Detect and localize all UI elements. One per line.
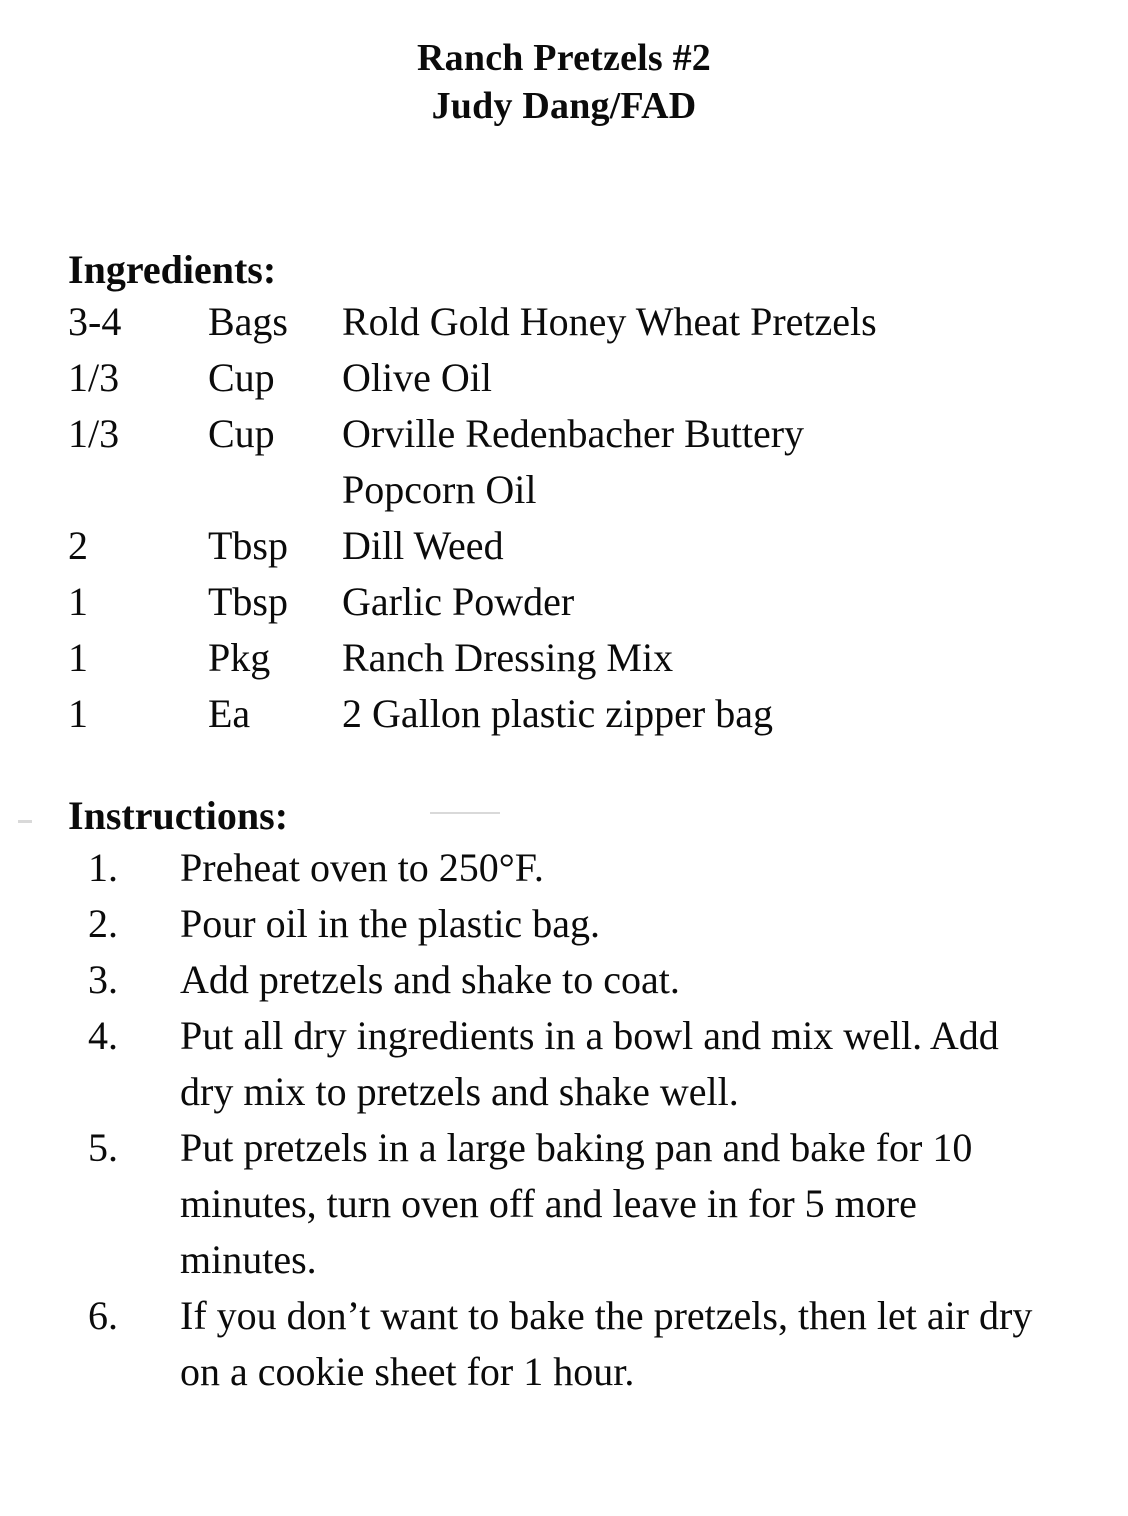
scan-speck <box>430 812 500 814</box>
instruction-row <box>60 896 1068 952</box>
ingredient-unit: Ea <box>208 691 251 736</box>
ingredients-section <box>60 248 1068 742</box>
ingredient-name: Rold Gold Honey Wheat Pretzels <box>342 299 877 344</box>
ingredient-name-line1: Orville Redenbacher Buttery <box>342 411 805 456</box>
instructions-section <box>60 794 1068 1400</box>
ingredient-quantity: 1/3 <box>68 355 120 400</box>
ingredient-unit: Cup <box>208 355 275 400</box>
ingredient-row <box>60 630 1068 686</box>
ingredient-name-line2: Popcorn Oil <box>342 467 537 512</box>
instruction-text: Add pretzels and shake to coat. <box>180 957 680 1002</box>
ingredient-quantity: 1 <box>68 635 88 680</box>
ingredient-quantity: 1 <box>68 691 88 736</box>
page-title: Ranch Pretzels #2 <box>417 37 711 79</box>
ingredient-row <box>60 518 1068 574</box>
instruction-number: 2. <box>88 901 118 946</box>
instruction-row <box>60 1288 1068 1400</box>
ingredient-unit: Pkg <box>208 635 271 680</box>
ingredients-heading: Ingredients: <box>68 247 277 292</box>
ingredient-quantity: 2 <box>68 523 88 568</box>
instruction-row <box>60 1008 1068 1120</box>
author-byline: Judy Dang/FAD <box>431 85 697 127</box>
ingredient-name: 2 Gallon plastic zipper bag <box>342 691 773 736</box>
ingredient-quantity: 1/3 <box>68 411 120 456</box>
ingredient-name: Ranch Dressing Mix <box>342 635 674 680</box>
ingredient-row <box>60 406 1068 518</box>
ingredient-row <box>60 574 1068 630</box>
instruction-text: Put all dry ingredients in a bowl and mix well. Add dry mix to pretzels and shake well. <box>180 1013 999 1114</box>
scan-speck <box>18 820 32 823</box>
instruction-text: If you don’t want to bake the pretzels, then let air dry on a cookie sheet for 1 hour. <box>180 1293 1033 1394</box>
instruction-text: Put pretzels in a large baking pan and bake for 10 minutes, turn oven off and leave in for 5 more minutes. <box>180 1125 973 1282</box>
ingredient-quantity: 3-4 <box>68 299 122 344</box>
ingredient-unit: Tbsp <box>208 579 288 624</box>
ingredient-unit: Bags <box>208 299 288 344</box>
instruction-number: 3. <box>88 957 118 1002</box>
ingredient-name: Dill Weed <box>342 523 504 568</box>
instruction-number: 1. <box>88 845 118 890</box>
ingredient-row <box>60 350 1068 406</box>
instruction-number: 5. <box>88 1125 118 1170</box>
ingredient-name <box>342 406 1068 518</box>
ingredient-name: Olive Oil <box>342 355 492 400</box>
ingredient-unit: Tbsp <box>208 523 288 568</box>
instruction-text: Pour oil in the plastic bag. <box>180 901 600 946</box>
ingredient-quantity: 1 <box>68 579 88 624</box>
ingredient-row <box>60 294 1068 350</box>
instruction-row <box>60 840 1068 896</box>
instruction-number: 4. <box>88 1013 118 1058</box>
instructions-heading: Instructions: <box>68 793 289 838</box>
ingredient-name: Garlic Powder <box>342 579 575 624</box>
ingredient-unit: Cup <box>208 411 275 456</box>
title-block <box>60 34 1068 130</box>
ingredient-row <box>60 686 1068 742</box>
instruction-row <box>60 952 1068 1008</box>
instruction-number: 6. <box>88 1293 118 1338</box>
instruction-text: Preheat oven to 250°F. <box>180 845 544 890</box>
instruction-row <box>60 1120 1068 1288</box>
